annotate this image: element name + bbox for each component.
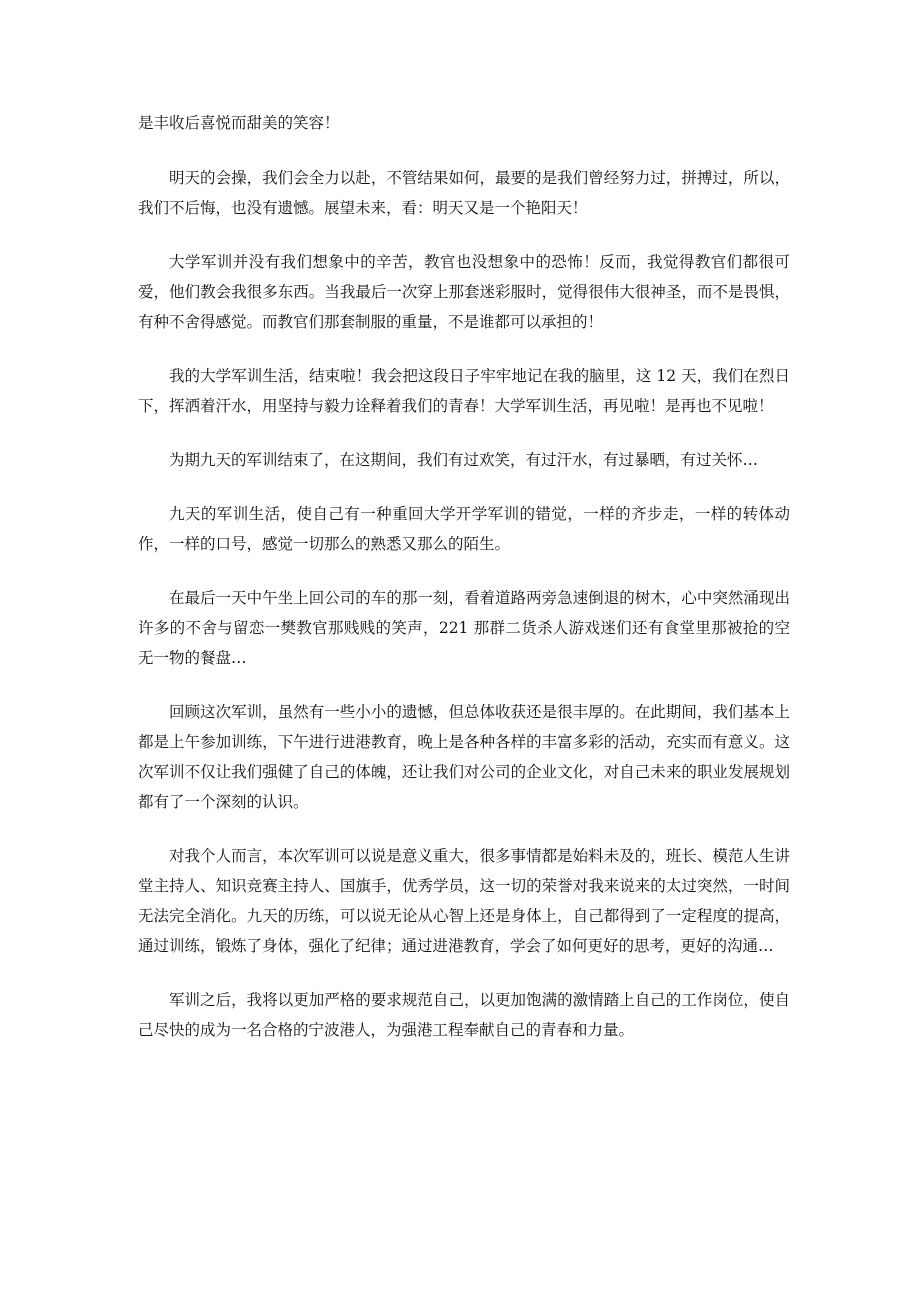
paragraph-8: 回顾这次军训，虽然有一些小小的遗憾，但总体收获还是很丰厚的。在此期间，我们基本上都是上午参加训练，下午进行进港教育，晚上是各种各样的丰富多彩的活动，充实而有意义。这次军训不仅让我们强健了自己的体魄，还让我们对公司的企业文化，对自己未来的职业发展规划都有了一个深刻的认识。 xyxy=(138,703,790,811)
paragraph-9: 对我个人而言，本次军训可以说是意义重大，很多事情都是始料未及的，班长、模范人生讲堂主持人、知识竞赛主持人、国旗手，优秀学员，这一切的荣誉对我来说来的太过突然，一时间无法完全消化。九天的历练，可以说无论从心智上还是身体上，自己都得到了一定程度的提高，通过训练，锻炼了身体，强化了纪律；通过进港教育，学会了如何更好的思考，更好的沟通… xyxy=(138,847,790,955)
paragraph-5: 为期九天的军训结束了，在这期间，我们有过欢笑，有过汗水，有过暴晒，有过关怀… xyxy=(169,451,759,469)
paragraph-4: 我的大学军训生活，结束啦！我会把这段日子牢牢地记在我的脑里，这 12 天，我们在烈日下，挥洒着汗水，用坚持与毅力诠释着我们的青春！大学军训生活，再见啦！是再也不见啦！ xyxy=(138,367,790,415)
paragraph-1: 是丰收后喜悦而甜美的笑容！ xyxy=(138,114,340,132)
paragraph-6: 九天的军训生活，使自己有一种重回大学开学军训的错觉，一样的齐步走，一样的转体动作，一样的口号，感觉一切那么的熟悉又那么的陌生。 xyxy=(138,505,790,553)
paragraph-10: 军训之后，我将以更加严格的要求规范自己，以更加饱满的激情踏上自己的工作岗位，使自己尽快的成为一名合格的宁波港人，为强港工程奉献自己的青春和力量。 xyxy=(138,991,790,1039)
paragraph-3: 大学军训并没有我们想象中的辛苦，教官也没想象中的恐怖！反而，我觉得教官们都很可爱，他们教会我很多东西。当我最后一次穿上那套迷彩服时，觉得很伟大很神圣，而不是畏惧，有种不舍得感觉。而教官们那套制服的重量，不是谁都可以承担的！ xyxy=(138,253,790,331)
document-page xyxy=(138,108,790,1069)
paragraph-2: 明天的会操，我们会全力以赴，不管结果如何，最要的是我们曾经努力过，拼搏过，所以，我们不后悔，也没有遗憾。展望未来，看：明天又是一个艳阳天！ xyxy=(138,169,790,217)
paragraph-7: 在最后一天中午坐上回公司的车的那一刻，看着道路两旁急速倒退的树木，心中突然涌现出许多的不舍与留恋一樊教官那贱贱的笑声，221 那群二货杀人游戏迷们还有食堂里那被抢的空无一物的餐盘… xyxy=(138,589,790,667)
